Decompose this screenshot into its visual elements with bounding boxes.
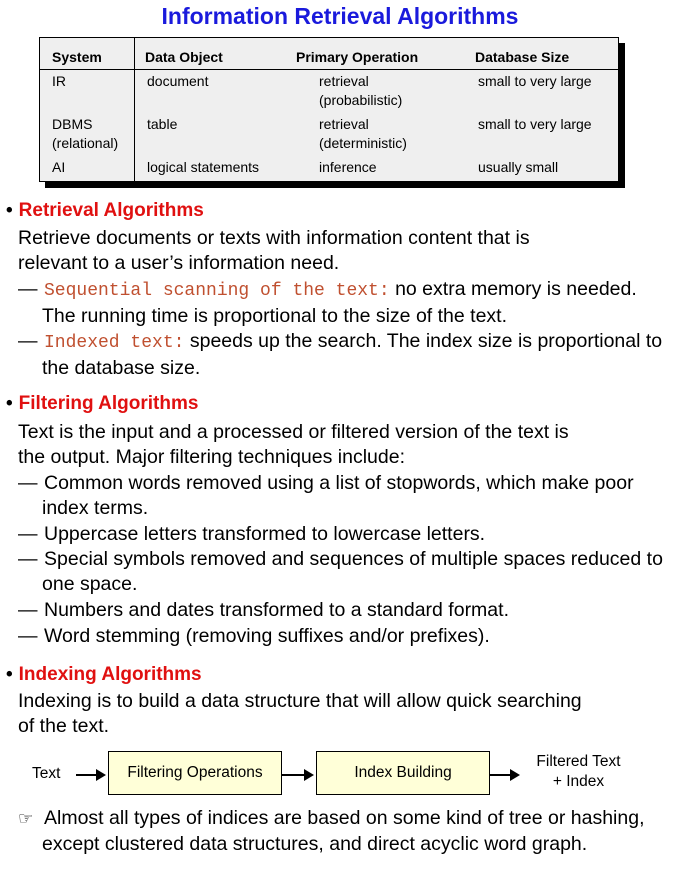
- filtering-line-1: Text is the input and a processed or filtered version of the text is: [18, 421, 569, 443]
- retrieval-heading-text: Retrieval Algorithms: [18, 200, 204, 221]
- table-cell: logical statements: [147, 159, 260, 175]
- column-divider: [134, 38, 135, 181]
- sequential-text: no extra memory is needed. The running time is proportional to the size of the text.: [42, 278, 637, 327]
- bullet-icon: •: [6, 664, 13, 685]
- retrieval-heading: [6, 200, 204, 222]
- bullet-icon: •: [6, 200, 13, 221]
- list-item-text: Common words removed using a list of stopwords, which make poor index terms.: [42, 472, 634, 519]
- table-cell: inference: [319, 159, 377, 175]
- table-cell: (probabilistic): [319, 92, 403, 108]
- filtering-line-2: the output. Major filtering techniques include:: [18, 446, 405, 468]
- diagram-input-label: Text: [32, 765, 61, 782]
- table-cell: (relational): [52, 135, 119, 151]
- table-cell: DBMS: [52, 116, 93, 132]
- page-title: Information Retrieval Algorithms: [161, 3, 519, 29]
- dash-icon: —: [18, 625, 38, 647]
- indexing-line-2: of the text.: [18, 715, 110, 737]
- list-item: [18, 598, 673, 623]
- dash-icon: —: [18, 330, 38, 352]
- diagram-output-label-2: + Index: [552, 773, 605, 790]
- filtering-heading: [6, 393, 198, 415]
- comparison-table: [39, 37, 619, 182]
- table-cell: small to very large: [478, 73, 592, 89]
- table-cell: document: [147, 73, 209, 89]
- table-cell: AI: [52, 159, 66, 175]
- arrow-icon: [282, 774, 312, 776]
- table-cell: retrieval: [319, 116, 369, 132]
- dash-icon: —: [18, 548, 38, 570]
- dash-icon: —: [18, 599, 38, 621]
- list-item: [18, 624, 673, 649]
- table-cell: (deterministic): [319, 135, 407, 151]
- indexing-heading: [6, 664, 202, 686]
- list-item: [18, 471, 673, 521]
- header-system: System: [52, 49, 102, 65]
- dash-icon: —: [18, 278, 38, 300]
- indexing-note-text: Almost all types of indices are based on some kind of tree or hashing, except clustered data structures, and direct acyclic word graph.: [42, 807, 645, 855]
- table-cell: IR: [52, 73, 66, 89]
- bullet-icon: •: [6, 393, 13, 414]
- list-item-text: Uppercase letters transformed to lowercase letters.: [44, 523, 486, 545]
- table-cell: usually small: [478, 159, 559, 175]
- list-item: [18, 522, 673, 547]
- indexing-note: [18, 806, 673, 857]
- table-cell: small to very large: [478, 116, 592, 132]
- index-building-box: Index Building: [316, 751, 490, 795]
- header-data-object: Data Object: [145, 49, 223, 65]
- indexing-line-1: Indexing is to build a data structure that will allow quick searching: [18, 690, 582, 712]
- dash-icon: —: [18, 523, 38, 545]
- header-divider: [40, 69, 618, 70]
- table-cell: retrieval: [319, 73, 369, 89]
- diagram-output-label: Filtered Text: [536, 753, 621, 770]
- filtering-heading-text: Filtering Algorithms: [18, 393, 199, 414]
- indexed-code: Indexed text:: [44, 333, 185, 353]
- table-cell: table: [147, 116, 178, 132]
- list-item: [18, 547, 673, 597]
- indexed-text: speeds up the search. The index size is proportional to the database size.: [42, 330, 663, 379]
- retrieval-line-2: relevant to a user’s information need.: [18, 252, 340, 274]
- indexing-heading-text: Indexing Algorithms: [18, 664, 202, 685]
- retrieval-item-indexed: [18, 329, 673, 381]
- dash-icon: —: [18, 472, 38, 494]
- arrow-icon: [76, 774, 104, 776]
- sequential-code: Sequential scanning of the text:: [44, 281, 390, 301]
- retrieval-line-1: Retrieve documents or texts with information content that is: [18, 227, 530, 249]
- filtering-operations-box: Filtering Operations: [108, 751, 282, 795]
- list-item-text: Word stemming (removing suffixes and/or prefixes).: [44, 625, 490, 647]
- header-primary-operation: Primary Operation: [296, 49, 419, 65]
- arrow-icon: [490, 774, 518, 776]
- pointing-hand-icon: ☞: [18, 809, 34, 829]
- list-item-text: Special symbols removed and sequences of multiple spaces reduced to one space.: [42, 548, 663, 595]
- retrieval-item-sequential: [18, 277, 673, 329]
- header-database-size: Database Size: [475, 49, 570, 65]
- list-item-text: Numbers and dates transformed to a standard format.: [44, 599, 509, 621]
